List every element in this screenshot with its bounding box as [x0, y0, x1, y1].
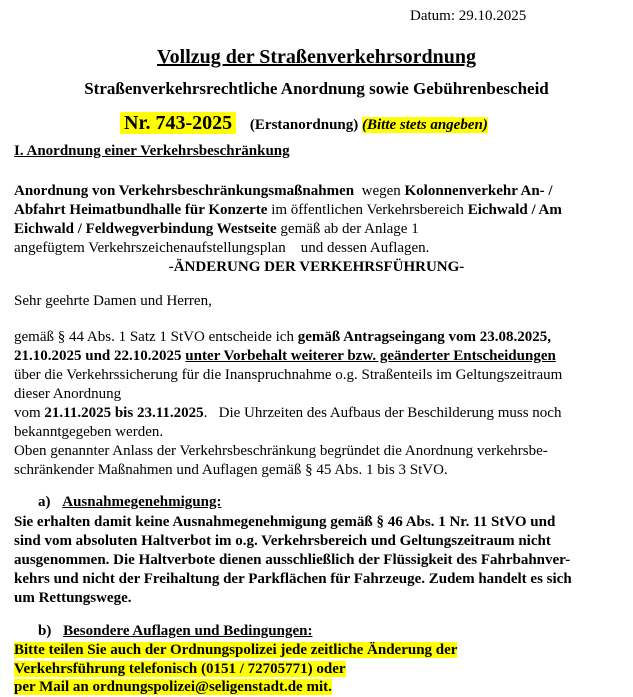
- bold-text: Anordnung von Verkehrsbeschränkungsmaßnahmen: [14, 183, 355, 199]
- paragraph-line: um Rettungswege.: [14, 590, 132, 606]
- paragraph-line: Oben genannter Anlass der Verkehrsbeschränkung begründet die Anordnung verkehrsbe-: [14, 443, 548, 459]
- bold-text: Eichwald / Feldwegverbindung Westseite: [14, 221, 277, 237]
- section-heading: I. Anordnung einer Verkehrsbeschränkung: [14, 143, 290, 159]
- paragraph-line: [14, 201, 562, 220]
- text: gemäß ab der Anlage 1: [276, 221, 419, 237]
- bold-text: gemäß Antragseingang vom 23.08.2025,: [297, 329, 552, 345]
- highlighted-line: [14, 660, 346, 679]
- paragraph-line: Sie erhalten damit keine Ausnahmegenehmigung gemäß § 46 Abs. 1 Nr. 11 StVO und: [14, 514, 556, 530]
- paragraph-line: dieser Anordnung: [14, 386, 122, 402]
- subsection-label: b): [38, 623, 52, 639]
- text: im öffentlichen Verkehrsbereich: [267, 202, 468, 218]
- bold-underlined-text: unter Vorbehalt weiterer bzw. geänderter Entscheidungen: [185, 348, 556, 364]
- greeting: Sehr geehrte Damen und Herren,: [14, 293, 212, 309]
- order-number-line: [120, 112, 488, 135]
- subsection-b-heading: [38, 623, 312, 640]
- paragraph-line: angefügtem Verkehrszeichenaufstellungsplan und dessen Auflagen.: [14, 240, 430, 256]
- document-subtitle: Straßenverkehrsrechtliche Anordnung sowie Gebührenbescheid: [84, 79, 549, 98]
- paragraph-line: [14, 220, 419, 239]
- paragraph-line: ausgenommen. Die Haltverbote dienen ausschließlich der Flüssigkeit des Fahrbahnver-: [14, 552, 571, 568]
- text: gemäß § 44 Abs. 1 Satz 1 StVO entscheide ich: [14, 329, 298, 345]
- document-title: Vollzug der Straßenverkehrsordnung: [157, 46, 476, 68]
- order-number-hint: (Bitte stets angeben): [362, 117, 488, 133]
- paragraph-line: sind vom absoluten Haltverbot im o.g. Verkehrsbereich und Geltungszeitraum nicht: [14, 533, 551, 549]
- change-notice: -ÄNDERUNG DER VERKEHRSFÜHRUNG-: [168, 259, 465, 275]
- paragraph-line: schränkender Maßnahmen und Auflagen gemäß § 45 Abs. 1 bis 3 StVO.: [14, 462, 448, 478]
- paragraph-line: bekanntgegeben werden.: [14, 424, 164, 440]
- highlighted-text: Verkehrsführung telefonisch (0151 / 72705771) oder: [14, 661, 346, 677]
- paragraph-line: [14, 404, 561, 423]
- paragraph-line: kehrs und nicht der Freihaltung der Parkflächen für Fahrzeuge. Zudem handelt es sich: [14, 571, 572, 587]
- bold-text: Abfahrt Heimatbundhalle für Konzerte: [14, 202, 268, 218]
- bold-text: Eichwald / Am: [467, 202, 562, 218]
- order-number: Nr. 743-2025: [120, 112, 236, 134]
- subsection-title: Besondere Auflagen und Bedingungen:: [63, 623, 313, 639]
- text: wegen: [354, 183, 405, 199]
- highlighted-line: [14, 678, 332, 697]
- subsection-label: a): [38, 494, 51, 510]
- highlighted-text: Bitte teilen Sie auch der Ordnungspolizei jede zeitliche Änderung der: [14, 642, 458, 658]
- subsection-title: Ausnahmegenehmigung:: [62, 494, 222, 510]
- text: vom: [14, 405, 45, 421]
- paragraph-line: [14, 328, 551, 347]
- paragraph-line: [14, 182, 553, 201]
- paragraph-line: über die Verkehrssicherung für die Inanspruchnahme o.g. Straßenteils im Geltungszeitraum: [14, 367, 563, 383]
- subsection-a-heading: [38, 494, 221, 511]
- paragraph-line: [14, 347, 556, 366]
- highlighted-text: per Mail an ordnungspolizei@seligenstadt.de mit.: [14, 679, 332, 695]
- document-date: Datum: 29.10.2025: [410, 8, 527, 24]
- order-number-note: (Erstanordnung): [249, 117, 359, 133]
- bold-text: 21.11.2025 bis 23.11.2025: [44, 405, 204, 421]
- text: . Die Uhrzeiten des Aufbaus der Beschilderung muss noch: [203, 405, 562, 421]
- bold-text: Kolonnenverkehr An- /: [404, 183, 553, 199]
- highlighted-line: [14, 641, 457, 660]
- bold-text: 21.10.2025 und 22.10.2025: [14, 348, 182, 364]
